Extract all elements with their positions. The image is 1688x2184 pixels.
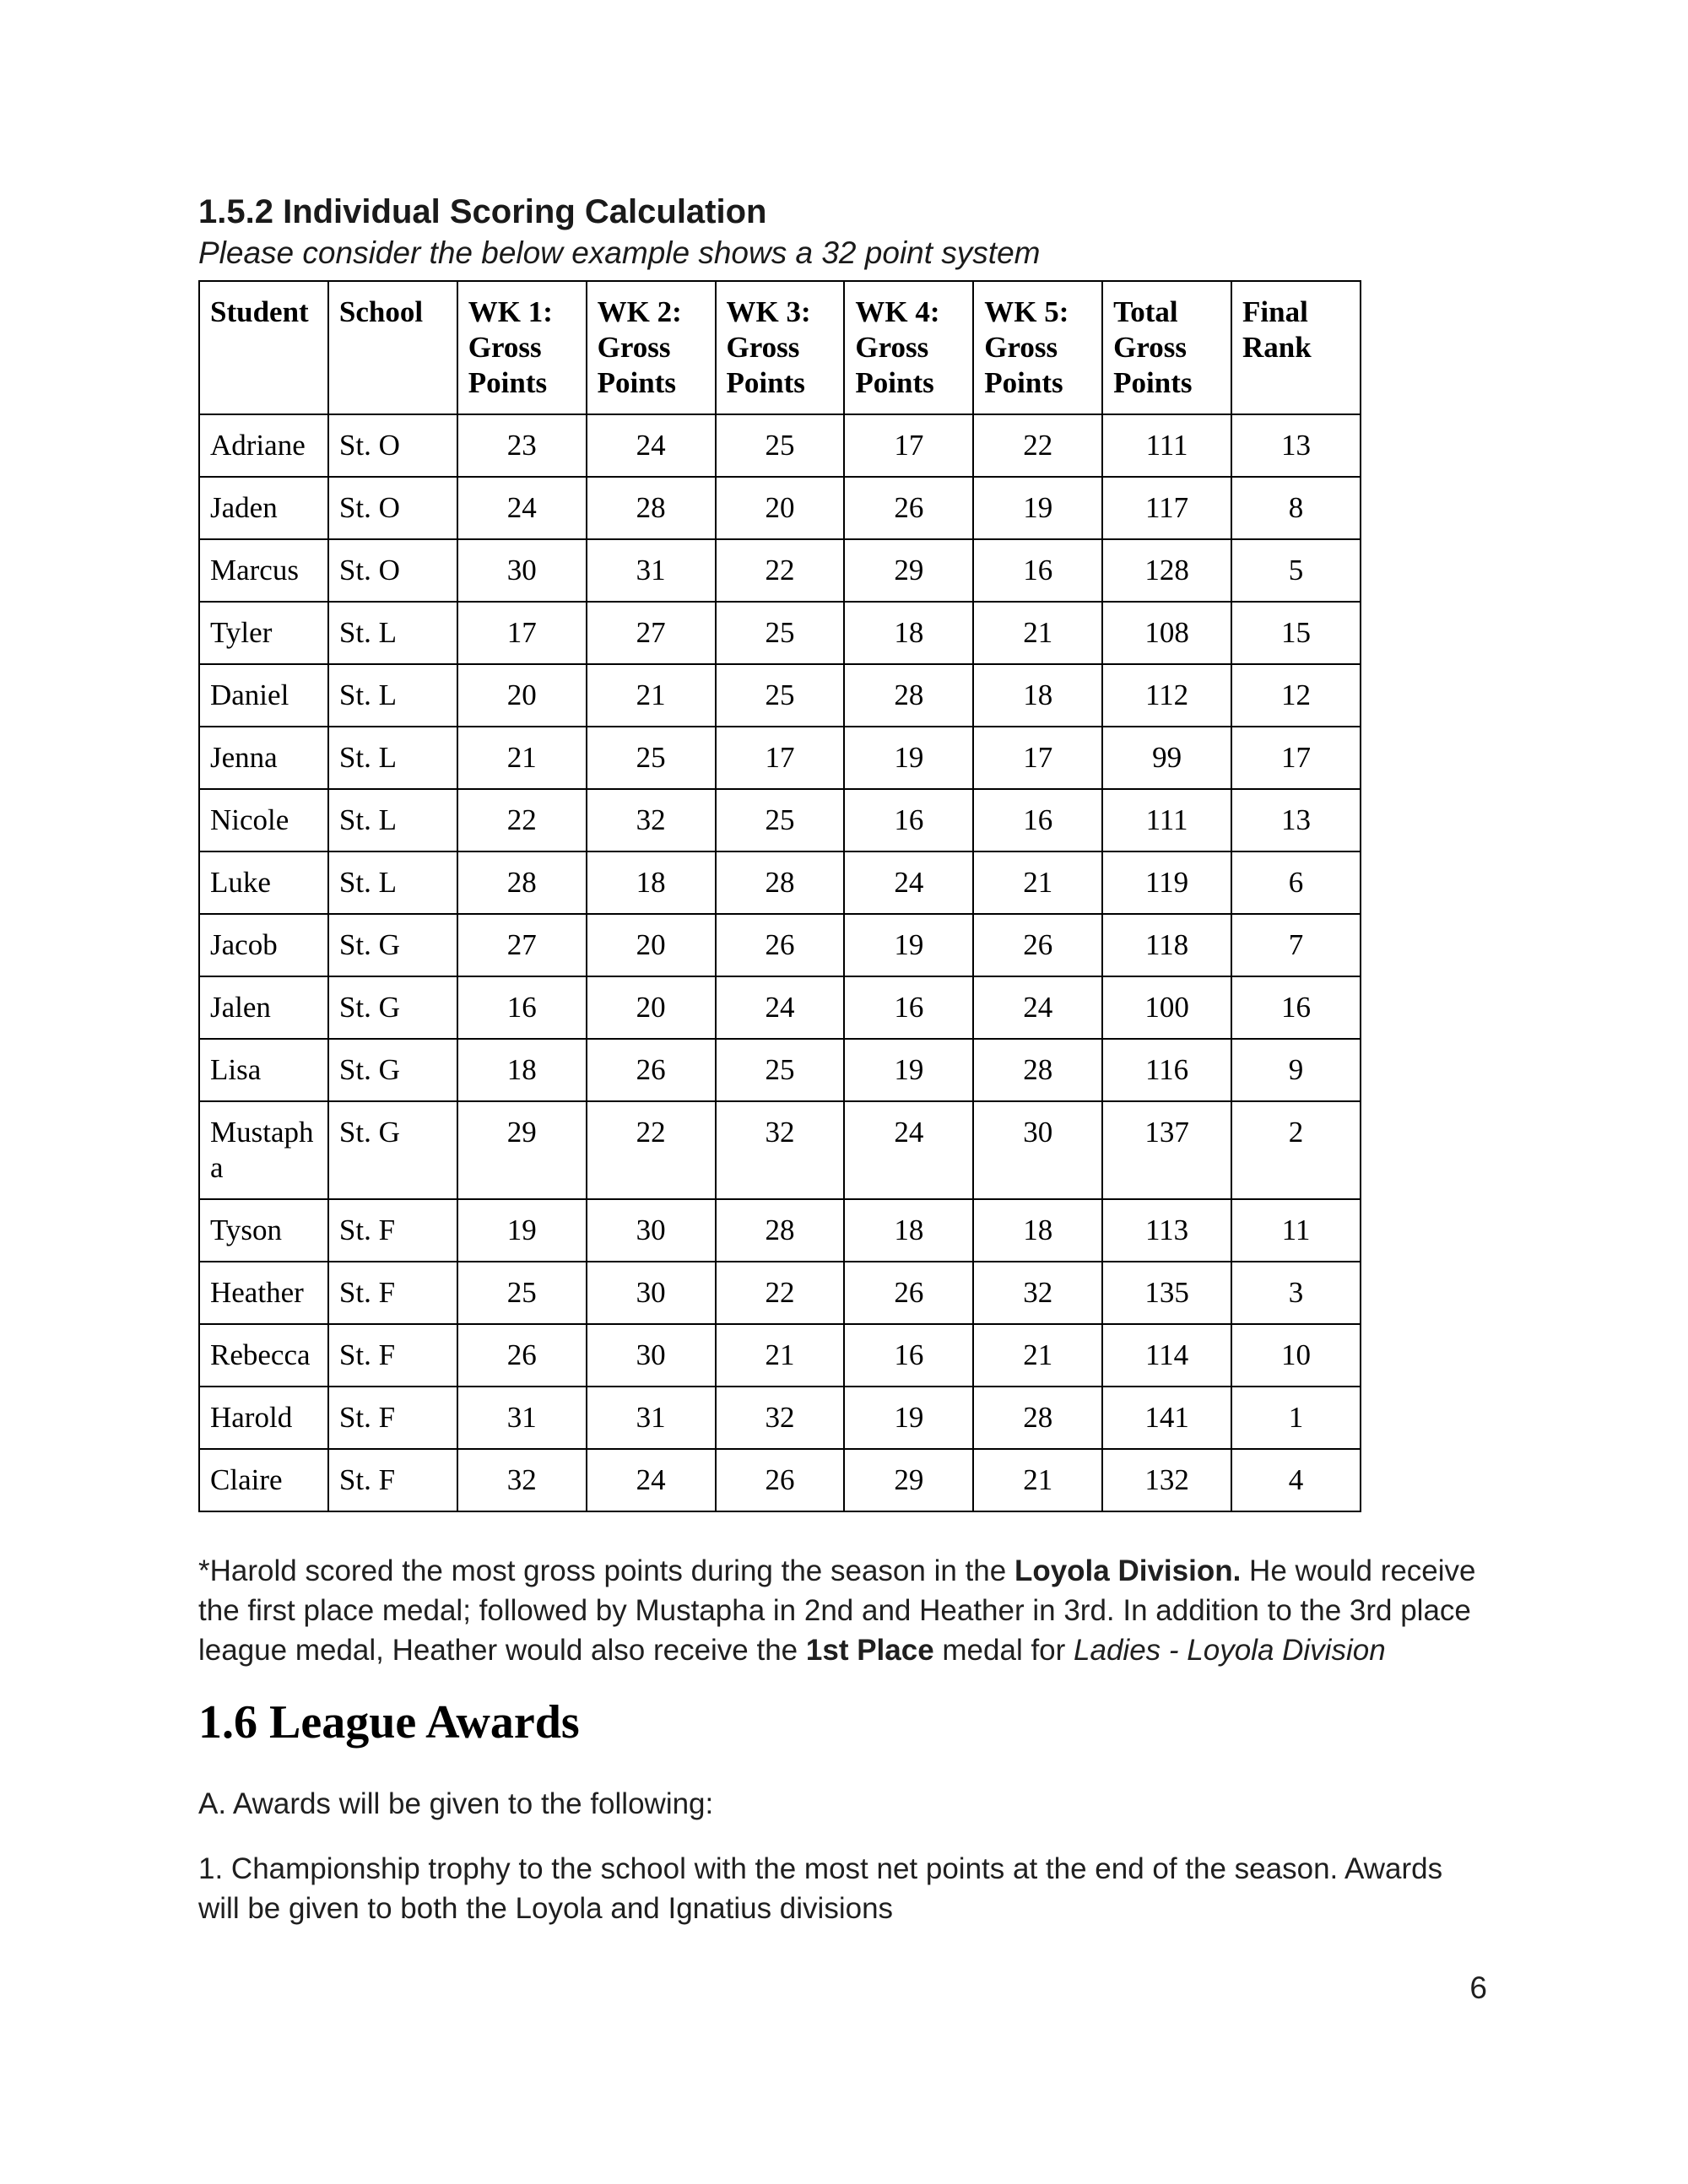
points-cell: 20 bbox=[587, 976, 716, 1039]
points-cell: 12 bbox=[1231, 664, 1361, 727]
column-header: WK 4: Gross Points bbox=[844, 281, 973, 414]
points-cell: 29 bbox=[844, 539, 973, 602]
column-header: Final Rank bbox=[1231, 281, 1361, 414]
student-cell: Claire bbox=[199, 1449, 328, 1511]
column-header: WK 3: Gross Points bbox=[716, 281, 845, 414]
points-cell: 24 bbox=[973, 976, 1102, 1039]
points-cell: 113 bbox=[1102, 1199, 1231, 1262]
points-cell: 19 bbox=[844, 1387, 973, 1449]
points-cell: 1 bbox=[1231, 1387, 1361, 1449]
points-cell: 25 bbox=[716, 664, 845, 727]
points-cell: 32 bbox=[716, 1387, 845, 1449]
table-row bbox=[199, 914, 1361, 976]
school-cell: St. F bbox=[328, 1324, 457, 1387]
note-segment: *Harold scored the most gross points during the season in the bbox=[198, 1554, 1014, 1588]
points-cell: 21 bbox=[587, 664, 716, 727]
points-cell: 24 bbox=[587, 1449, 716, 1511]
points-cell: 32 bbox=[457, 1449, 587, 1511]
points-cell: 111 bbox=[1102, 789, 1231, 851]
table-row bbox=[199, 789, 1361, 851]
points-cell: 24 bbox=[457, 477, 587, 539]
points-cell: 17 bbox=[716, 727, 845, 789]
points-cell: 26 bbox=[587, 1039, 716, 1101]
column-header: School bbox=[328, 281, 457, 414]
points-cell: 13 bbox=[1231, 414, 1361, 477]
points-cell: 28 bbox=[716, 851, 845, 914]
points-cell: 18 bbox=[457, 1039, 587, 1101]
school-cell: St. G bbox=[328, 1039, 457, 1101]
student-cell: Jaden bbox=[199, 477, 328, 539]
points-cell: 21 bbox=[457, 727, 587, 789]
student-cell: Jacob bbox=[199, 914, 328, 976]
section-heading-awards: 1.6 League Awards bbox=[198, 1696, 580, 1749]
points-cell: 28 bbox=[457, 851, 587, 914]
points-cell: 141 bbox=[1102, 1387, 1231, 1449]
points-cell: 18 bbox=[587, 851, 716, 914]
scoring-note bbox=[198, 1551, 1490, 1670]
points-cell: 117 bbox=[1102, 477, 1231, 539]
points-cell: 16 bbox=[973, 789, 1102, 851]
points-cell: 135 bbox=[1102, 1262, 1231, 1324]
school-cell: St. G bbox=[328, 1101, 457, 1199]
table-row bbox=[199, 1199, 1361, 1262]
table-row bbox=[199, 1387, 1361, 1449]
column-header: WK 5: Gross Points bbox=[973, 281, 1102, 414]
points-cell: 114 bbox=[1102, 1324, 1231, 1387]
section-heading-scoring: 1.5.2 Individual Scoring Calculation bbox=[198, 193, 767, 230]
note-segment: medal for bbox=[933, 1634, 1074, 1668]
points-cell: 19 bbox=[844, 914, 973, 976]
column-header: WK 1: Gross Points bbox=[457, 281, 587, 414]
points-cell: 17 bbox=[973, 727, 1102, 789]
page-number: 6 bbox=[1469, 1970, 1487, 2005]
school-cell: St. O bbox=[328, 414, 457, 477]
points-cell: 31 bbox=[587, 539, 716, 602]
points-cell: 132 bbox=[1102, 1449, 1231, 1511]
points-cell: 26 bbox=[457, 1324, 587, 1387]
points-cell: 26 bbox=[716, 1449, 845, 1511]
column-header: Student bbox=[199, 281, 328, 414]
scoring-table-head bbox=[199, 281, 1361, 414]
points-cell: 111 bbox=[1102, 414, 1231, 477]
table-row bbox=[199, 976, 1361, 1039]
points-cell: 26 bbox=[844, 1262, 973, 1324]
student-cell: Tyler bbox=[199, 602, 328, 664]
points-cell: 17 bbox=[457, 602, 587, 664]
points-cell: 29 bbox=[844, 1449, 973, 1511]
points-cell: 16 bbox=[973, 539, 1102, 602]
column-header: Total Gross Points bbox=[1102, 281, 1231, 414]
points-cell: 25 bbox=[716, 1039, 845, 1101]
school-cell: St. L bbox=[328, 851, 457, 914]
points-cell: 21 bbox=[973, 602, 1102, 664]
student-cell: Adriane bbox=[199, 414, 328, 477]
student-cell: Mustapha bbox=[199, 1101, 328, 1199]
school-cell: St. F bbox=[328, 1262, 457, 1324]
table-row bbox=[199, 1449, 1361, 1511]
points-cell: 24 bbox=[716, 976, 845, 1039]
school-cell: St. O bbox=[328, 539, 457, 602]
points-cell: 24 bbox=[844, 1101, 973, 1199]
points-cell: 100 bbox=[1102, 976, 1231, 1039]
table-row bbox=[199, 477, 1361, 539]
points-cell: 32 bbox=[587, 789, 716, 851]
awards-intro: A. Awards will be given to the following: bbox=[198, 1787, 714, 1820]
points-cell: 21 bbox=[973, 1449, 1102, 1511]
student-cell: Lisa bbox=[199, 1039, 328, 1101]
points-cell: 25 bbox=[716, 789, 845, 851]
points-cell: 26 bbox=[716, 914, 845, 976]
table-row bbox=[199, 1101, 1361, 1199]
student-cell: Daniel bbox=[199, 664, 328, 727]
student-cell: Jenna bbox=[199, 727, 328, 789]
points-cell: 23 bbox=[457, 414, 587, 477]
points-cell: 16 bbox=[844, 1324, 973, 1387]
note-segment: 1st Place bbox=[805, 1634, 934, 1668]
school-cell: St. F bbox=[328, 1199, 457, 1262]
student-cell: Rebecca bbox=[199, 1324, 328, 1387]
points-cell: 118 bbox=[1102, 914, 1231, 976]
points-cell: 31 bbox=[587, 1387, 716, 1449]
points-cell: 25 bbox=[716, 602, 845, 664]
points-cell: 4 bbox=[1231, 1449, 1361, 1511]
school-cell: St. L bbox=[328, 602, 457, 664]
table-row bbox=[199, 1262, 1361, 1324]
student-cell: Marcus bbox=[199, 539, 328, 602]
points-cell: 26 bbox=[973, 914, 1102, 976]
points-cell: 15 bbox=[1231, 602, 1361, 664]
points-cell: 28 bbox=[973, 1387, 1102, 1449]
student-cell: Nicole bbox=[199, 789, 328, 851]
points-cell: 19 bbox=[844, 727, 973, 789]
points-cell: 137 bbox=[1102, 1101, 1231, 1199]
student-cell: Tyson bbox=[199, 1199, 328, 1262]
points-cell: 24 bbox=[587, 414, 716, 477]
note-segment: Loyola Division. bbox=[1014, 1554, 1242, 1588]
points-cell: 18 bbox=[973, 1199, 1102, 1262]
points-cell: 22 bbox=[716, 1262, 845, 1324]
points-cell: 31 bbox=[457, 1387, 587, 1449]
points-cell: 112 bbox=[1102, 664, 1231, 727]
points-cell: 25 bbox=[716, 414, 845, 477]
points-cell: 18 bbox=[844, 602, 973, 664]
points-cell: 11 bbox=[1231, 1199, 1361, 1262]
points-cell: 30 bbox=[587, 1262, 716, 1324]
student-cell: Jalen bbox=[199, 976, 328, 1039]
points-cell: 30 bbox=[587, 1199, 716, 1262]
points-cell: 27 bbox=[587, 602, 716, 664]
points-cell: 20 bbox=[457, 664, 587, 727]
table-row bbox=[199, 727, 1361, 789]
school-cell: St. L bbox=[328, 789, 457, 851]
table-row bbox=[199, 414, 1361, 477]
points-cell: 8 bbox=[1231, 477, 1361, 539]
school-cell: St. F bbox=[328, 1387, 457, 1449]
scoring-subtitle: Please consider the below example shows a 32 point system bbox=[198, 235, 1041, 270]
points-cell: 17 bbox=[844, 414, 973, 477]
points-cell: 21 bbox=[973, 1324, 1102, 1387]
points-cell: 9 bbox=[1231, 1039, 1361, 1101]
points-cell: 13 bbox=[1231, 789, 1361, 851]
points-cell: 26 bbox=[844, 477, 973, 539]
school-cell: St. O bbox=[328, 477, 457, 539]
points-cell: 5 bbox=[1231, 539, 1361, 602]
points-cell: 19 bbox=[973, 477, 1102, 539]
points-cell: 30 bbox=[587, 1324, 716, 1387]
scoring-table bbox=[198, 280, 1361, 1512]
points-cell: 32 bbox=[973, 1262, 1102, 1324]
points-cell: 16 bbox=[844, 789, 973, 851]
points-cell: 3 bbox=[1231, 1262, 1361, 1324]
points-cell: 20 bbox=[716, 477, 845, 539]
table-row bbox=[199, 602, 1361, 664]
table-row bbox=[199, 1039, 1361, 1101]
school-cell: St. G bbox=[328, 976, 457, 1039]
points-cell: 22 bbox=[587, 1101, 716, 1199]
school-cell: St. L bbox=[328, 727, 457, 789]
points-cell: 25 bbox=[587, 727, 716, 789]
table-row bbox=[199, 664, 1361, 727]
note-segment: He would receive the first place medal; followed by Mustapha in 2nd and Heather in 3rd. In addition to the 3rd place league medal, Heather would also receive the bbox=[198, 1554, 1476, 1668]
table-row bbox=[199, 539, 1361, 602]
column-header: WK 2: Gross Points bbox=[587, 281, 716, 414]
points-cell: 22 bbox=[973, 414, 1102, 477]
points-cell: 16 bbox=[457, 976, 587, 1039]
student-cell: Harold bbox=[199, 1387, 328, 1449]
scoring-table-header-row bbox=[199, 281, 1361, 414]
table-row bbox=[199, 851, 1361, 914]
points-cell: 18 bbox=[973, 664, 1102, 727]
points-cell: 2 bbox=[1231, 1101, 1361, 1199]
points-cell: 108 bbox=[1102, 602, 1231, 664]
points-cell: 17 bbox=[1231, 727, 1361, 789]
points-cell: 99 bbox=[1102, 727, 1231, 789]
student-cell: Heather bbox=[199, 1262, 328, 1324]
points-cell: 22 bbox=[716, 539, 845, 602]
scoring-table-body bbox=[199, 414, 1361, 1511]
points-cell: 7 bbox=[1231, 914, 1361, 976]
school-cell: St. F bbox=[328, 1449, 457, 1511]
points-cell: 16 bbox=[1231, 976, 1361, 1039]
points-cell: 116 bbox=[1102, 1039, 1231, 1101]
points-cell: 6 bbox=[1231, 851, 1361, 914]
points-cell: 24 bbox=[844, 851, 973, 914]
points-cell: 19 bbox=[457, 1199, 587, 1262]
points-cell: 128 bbox=[1102, 539, 1231, 602]
points-cell: 29 bbox=[457, 1101, 587, 1199]
note-segment: Ladies - Loyola Division bbox=[1074, 1634, 1386, 1668]
points-cell: 21 bbox=[973, 851, 1102, 914]
points-cell: 32 bbox=[716, 1101, 845, 1199]
points-cell: 119 bbox=[1102, 851, 1231, 914]
school-cell: St. L bbox=[328, 664, 457, 727]
points-cell: 20 bbox=[587, 914, 716, 976]
points-cell: 19 bbox=[844, 1039, 973, 1101]
points-cell: 16 bbox=[844, 976, 973, 1039]
points-cell: 28 bbox=[587, 477, 716, 539]
points-cell: 10 bbox=[1231, 1324, 1361, 1387]
points-cell: 27 bbox=[457, 914, 587, 976]
points-cell: 22 bbox=[457, 789, 587, 851]
points-cell: 21 bbox=[716, 1324, 845, 1387]
awards-item-1: 1. Championship trophy to the school with the most net points at the end of the season. Awards will be given to both the Loyola and Ignatius divisions bbox=[198, 1852, 1443, 1925]
points-cell: 28 bbox=[716, 1199, 845, 1262]
points-cell: 25 bbox=[457, 1262, 587, 1324]
table-row bbox=[199, 1324, 1361, 1387]
points-cell: 30 bbox=[973, 1101, 1102, 1199]
points-cell: 28 bbox=[844, 664, 973, 727]
points-cell: 30 bbox=[457, 539, 587, 602]
school-cell: St. G bbox=[328, 914, 457, 976]
student-cell: Luke bbox=[199, 851, 328, 914]
points-cell: 18 bbox=[844, 1199, 973, 1262]
points-cell: 28 bbox=[973, 1039, 1102, 1101]
